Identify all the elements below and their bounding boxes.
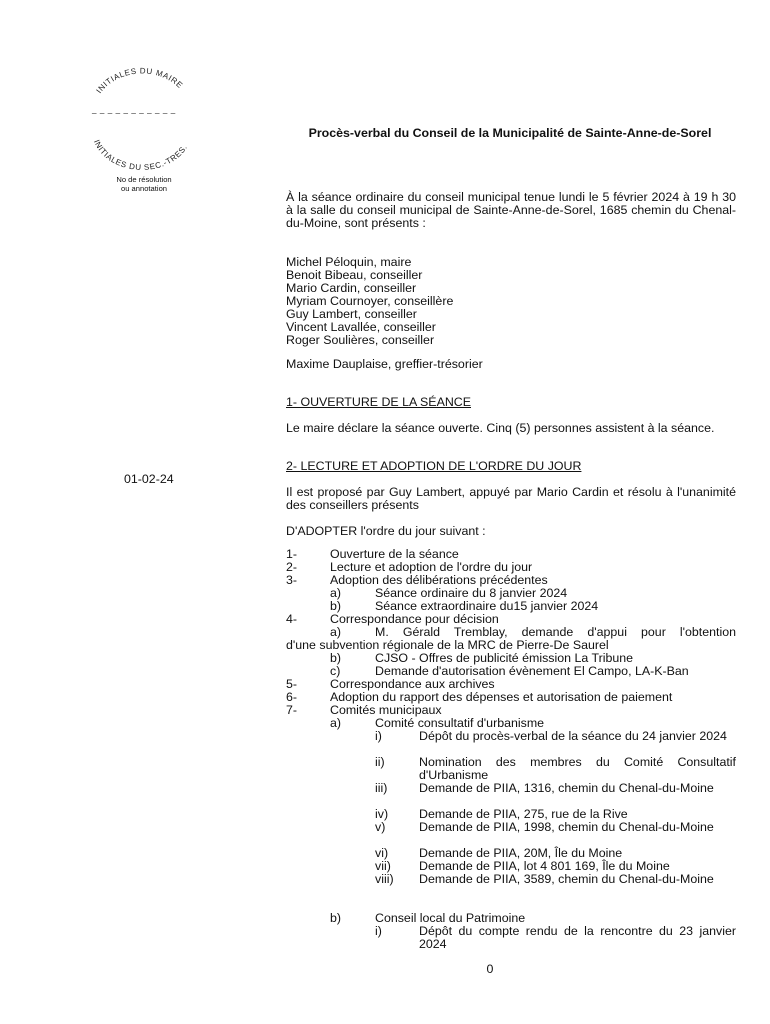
agenda-item: 6- Adoption du rapport des dépenses et autorisation de paiement bbox=[286, 690, 673, 704]
page-number: 0 bbox=[486, 962, 494, 976]
attendee: Vincent Lavallée, conseiller bbox=[286, 320, 436, 334]
section-2-text: Il est proposé par Guy Lambert, appuyé par Mario Cardin et résolu à l'unanimité des conseillers présents bbox=[286, 485, 736, 512]
agenda-subsubitem: i) Dépôt du procès-verbal de la séance du 24 janvier 2024 bbox=[375, 729, 727, 743]
secretary: Maxime Dauplaise, greffier-trésorier bbox=[286, 357, 483, 371]
agenda-subitem: a) Séance ordinaire du 8 janvier 2024 bbox=[330, 586, 568, 600]
stamp-dashes: _ _ _ _ _ _ _ _ _ _ _ bbox=[92, 105, 176, 114]
agenda-item: 1- Ouverture de la séance bbox=[286, 547, 459, 561]
agenda-subsubitem: ii) Nomination des membres du Comité Consultatif d'Urbanisme bbox=[375, 755, 736, 782]
attendee: Roger Soulières, conseiller bbox=[286, 333, 435, 347]
stamp-bottom-text: INITIALES DU SEC.-TRES. bbox=[92, 138, 190, 170]
intro-paragraph: À la séance ordinaire du conseil municipal tenue lundi le 5 février 2024 à 19 h 30 à la salle du conseil municipal de Sainte-Anne-de-Sorel, 1685 chemin du Chenal-du-Moine, sont présents : bbox=[286, 190, 736, 230]
attendee: Mario Cardin, conseiller bbox=[286, 281, 417, 295]
agenda-subitem: b) Conseil local du Patrimoine bbox=[330, 911, 526, 925]
agenda-subitem: a) Comité consultatif d'urbanisme bbox=[330, 716, 545, 730]
agenda-subsubitem: vii) Demande de PIIA, lot 4 801 169, Île du Moine bbox=[375, 859, 670, 873]
agenda-subitem: c) Demande d'autorisation évènement El Campo, LA-K-Ban bbox=[330, 664, 689, 678]
agenda-subitem-cont: d'une subvention régionale de la MRC de Pierre-De Saurel bbox=[286, 638, 609, 652]
section-1-text: Le maire déclare la séance ouverte. Cinq (5) personnes assistent à la séance. bbox=[286, 421, 715, 435]
section-2-heading: 2- LECTURE ET ADOPTION DE L'ORDRE DU JOUR bbox=[286, 459, 582, 473]
document-title: Procès-verbal du Conseil de la Municipalité de Sainte-Anne-de-Sorel bbox=[308, 126, 712, 140]
attendee-list bbox=[286, 256, 736, 347]
agenda-subitem: b) CJSO - Offres de publicité émission La Tribune bbox=[330, 651, 634, 665]
agenda-subsubitem: viii) Demande de PIIA, 3589, chemin du Chenal-du-Moine bbox=[375, 872, 714, 886]
attendee: Guy Lambert, conseiller bbox=[286, 307, 417, 321]
attendee: Benoit Bibeau, conseiller bbox=[286, 268, 423, 282]
section-2-adopt: D'ADOPTER l'ordre du jour suivant : bbox=[286, 524, 486, 538]
agenda-subsubitem: v) Demande de PIIA, 1998, chemin du Chenal-du-Moine bbox=[375, 820, 714, 834]
agenda-list bbox=[286, 548, 736, 951]
agenda-item: 7- Comités municipaux bbox=[286, 703, 442, 717]
agenda-subitem: a) M. Gérald Tremblay, demande d'appui pour l'obtention bbox=[330, 625, 736, 639]
attendee: Michel Péloquin, maire bbox=[286, 255, 412, 269]
initials-stamp bbox=[78, 60, 206, 170]
resolution-number: 01-02-24 bbox=[124, 472, 174, 486]
agenda-item: 2- Lecture et adoption de l'ordre du jour bbox=[286, 560, 533, 574]
agenda-item: 3- Adoption des délibérations précédentes bbox=[286, 573, 548, 587]
attendee: Myriam Cournoyer, conseillère bbox=[286, 294, 454, 308]
margin-note: No de résolution ou annotation bbox=[116, 175, 172, 193]
agenda-subitem: b) Séance extraordinaire du15 janvier 2024 bbox=[330, 599, 599, 613]
agenda-subsubitem: vi) Demande de PIIA, 20M, Île du Moine bbox=[375, 846, 623, 860]
agenda-subsubitem: iii) Demande de PIIA, 1316, chemin du Chenal-du-Moine bbox=[375, 781, 714, 795]
section-1-heading: 1- OUVERTURE DE LA SÉANCE bbox=[286, 395, 471, 409]
agenda-subsubitem: iv) Demande de PIIA, 275, rue de la Rive bbox=[375, 807, 628, 821]
agenda-subsubitem: i) Dépôt du compte rendu de la rencontre du 23 janvier 2024 bbox=[375, 924, 736, 951]
stamp-top-text: INITIALES DU MAIRE bbox=[94, 66, 185, 96]
agenda-item: 5- Correspondance aux archives bbox=[286, 677, 495, 691]
agenda-item: 4- Correspondance pour décision bbox=[286, 612, 499, 626]
